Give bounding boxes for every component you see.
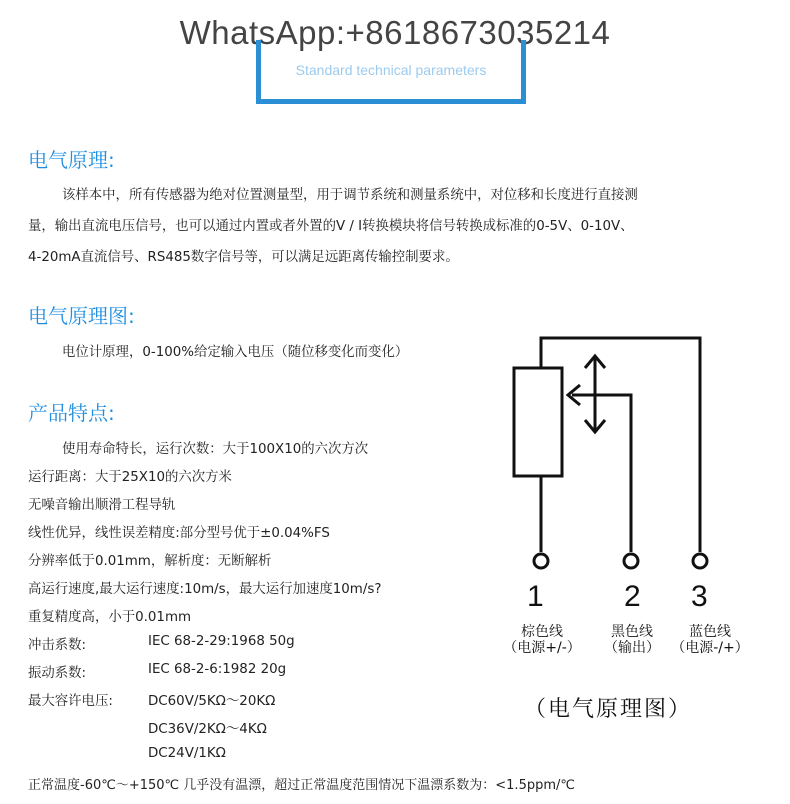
terminal-1-number: 1: [527, 580, 544, 613]
terminal-1-color: 棕色线: [521, 624, 563, 640]
circuit-diagram: [490, 320, 750, 570]
terminal-1-role: （电源+/-）: [503, 640, 581, 656]
max-voltage-value: DC24V/1KΩ: [148, 746, 226, 761]
terminal-1-icon: [534, 554, 548, 568]
max-voltage-value: DC36V/2KΩ～4KΩ: [148, 722, 267, 737]
feature-line: 分辨率低于0.01mm，解析度：无断解析: [28, 554, 272, 569]
temperature-line: 正常温度-60℃～+150℃ 几乎没有温漂，超过正常温度范围情况下温漂系数为：<1.5ppm/℃: [28, 778, 575, 793]
terminal-2-icon: [624, 554, 638, 568]
diagram-heading: 电气原理图:: [28, 304, 135, 328]
feature-line: 无噪音输出顺滑工程导轨: [28, 498, 176, 513]
vibration-value: IEC 68-2-6:1982 20g: [148, 662, 287, 677]
feature-line: 线性优异，线性误差精度:部分型号优于±0.04%FS: [28, 526, 330, 541]
terminal-3-role: （电源-/+）: [671, 640, 749, 656]
feature-line: 使用寿命特长，运行次数：大于100X10的六次方次: [62, 442, 369, 457]
parameters-frame-label: Standard technical parameters: [295, 62, 487, 78]
wire-terminal-3: [541, 338, 700, 552]
vibration-label: 振动系数:: [28, 666, 87, 681]
terminal-2-role: （输出）: [604, 640, 660, 656]
terminal-2-number: 2: [624, 580, 641, 613]
electrical-principle-heading: 电气原理:: [28, 148, 115, 172]
whatsapp-watermark: WhatsApp:+8618673035214: [179, 14, 611, 51]
feature-line: 运行距离：大于25X10的六次方米: [28, 470, 232, 485]
wire-terminal-2: [572, 395, 631, 552]
terminal-2-color: 黑色线: [611, 624, 653, 640]
shock-value: IEC 68-2-29:1968 50g: [148, 634, 295, 649]
max-voltage-label: 最大容许电压:: [28, 694, 113, 709]
feature-line: 重复精度高，小于0.01mm: [28, 610, 192, 625]
resistor-icon: [514, 368, 562, 476]
circuit-caption: （电气原理图）: [524, 697, 693, 722]
terminal-3-color: 蓝色线: [689, 624, 731, 640]
features-heading: 产品特点:: [28, 401, 115, 425]
electrical-principle-text: [28, 180, 778, 273]
feature-line: 高运行速度,最大运行速度:10m/s，最大运行加速度10m/s?: [28, 582, 382, 597]
principle-line: 量，输出直流电压信号，也可以通过内置或者外置的V / I转换模块将信号转换成标准的0-5V、0-10V、: [28, 219, 634, 234]
terminal-3-number: 3: [691, 580, 708, 613]
principle-line: 4-20mA直流信号、RS485数字信号等，可以满足远距离传输控制要求。: [28, 250, 459, 265]
terminal-3-icon: [693, 554, 707, 568]
principle-line: 该样本中，所有传感器为绝对位置测量型，用于调节系统和测量系统中，对位移和长度进行直接测: [62, 188, 638, 203]
shock-label: 冲击系数:: [28, 638, 87, 653]
diagram-description: 电位计原理，0-100%给定输入电压（随位移变化而变化）: [62, 345, 409, 360]
max-voltage-value: DC60V/5KΩ～20KΩ: [148, 694, 276, 709]
